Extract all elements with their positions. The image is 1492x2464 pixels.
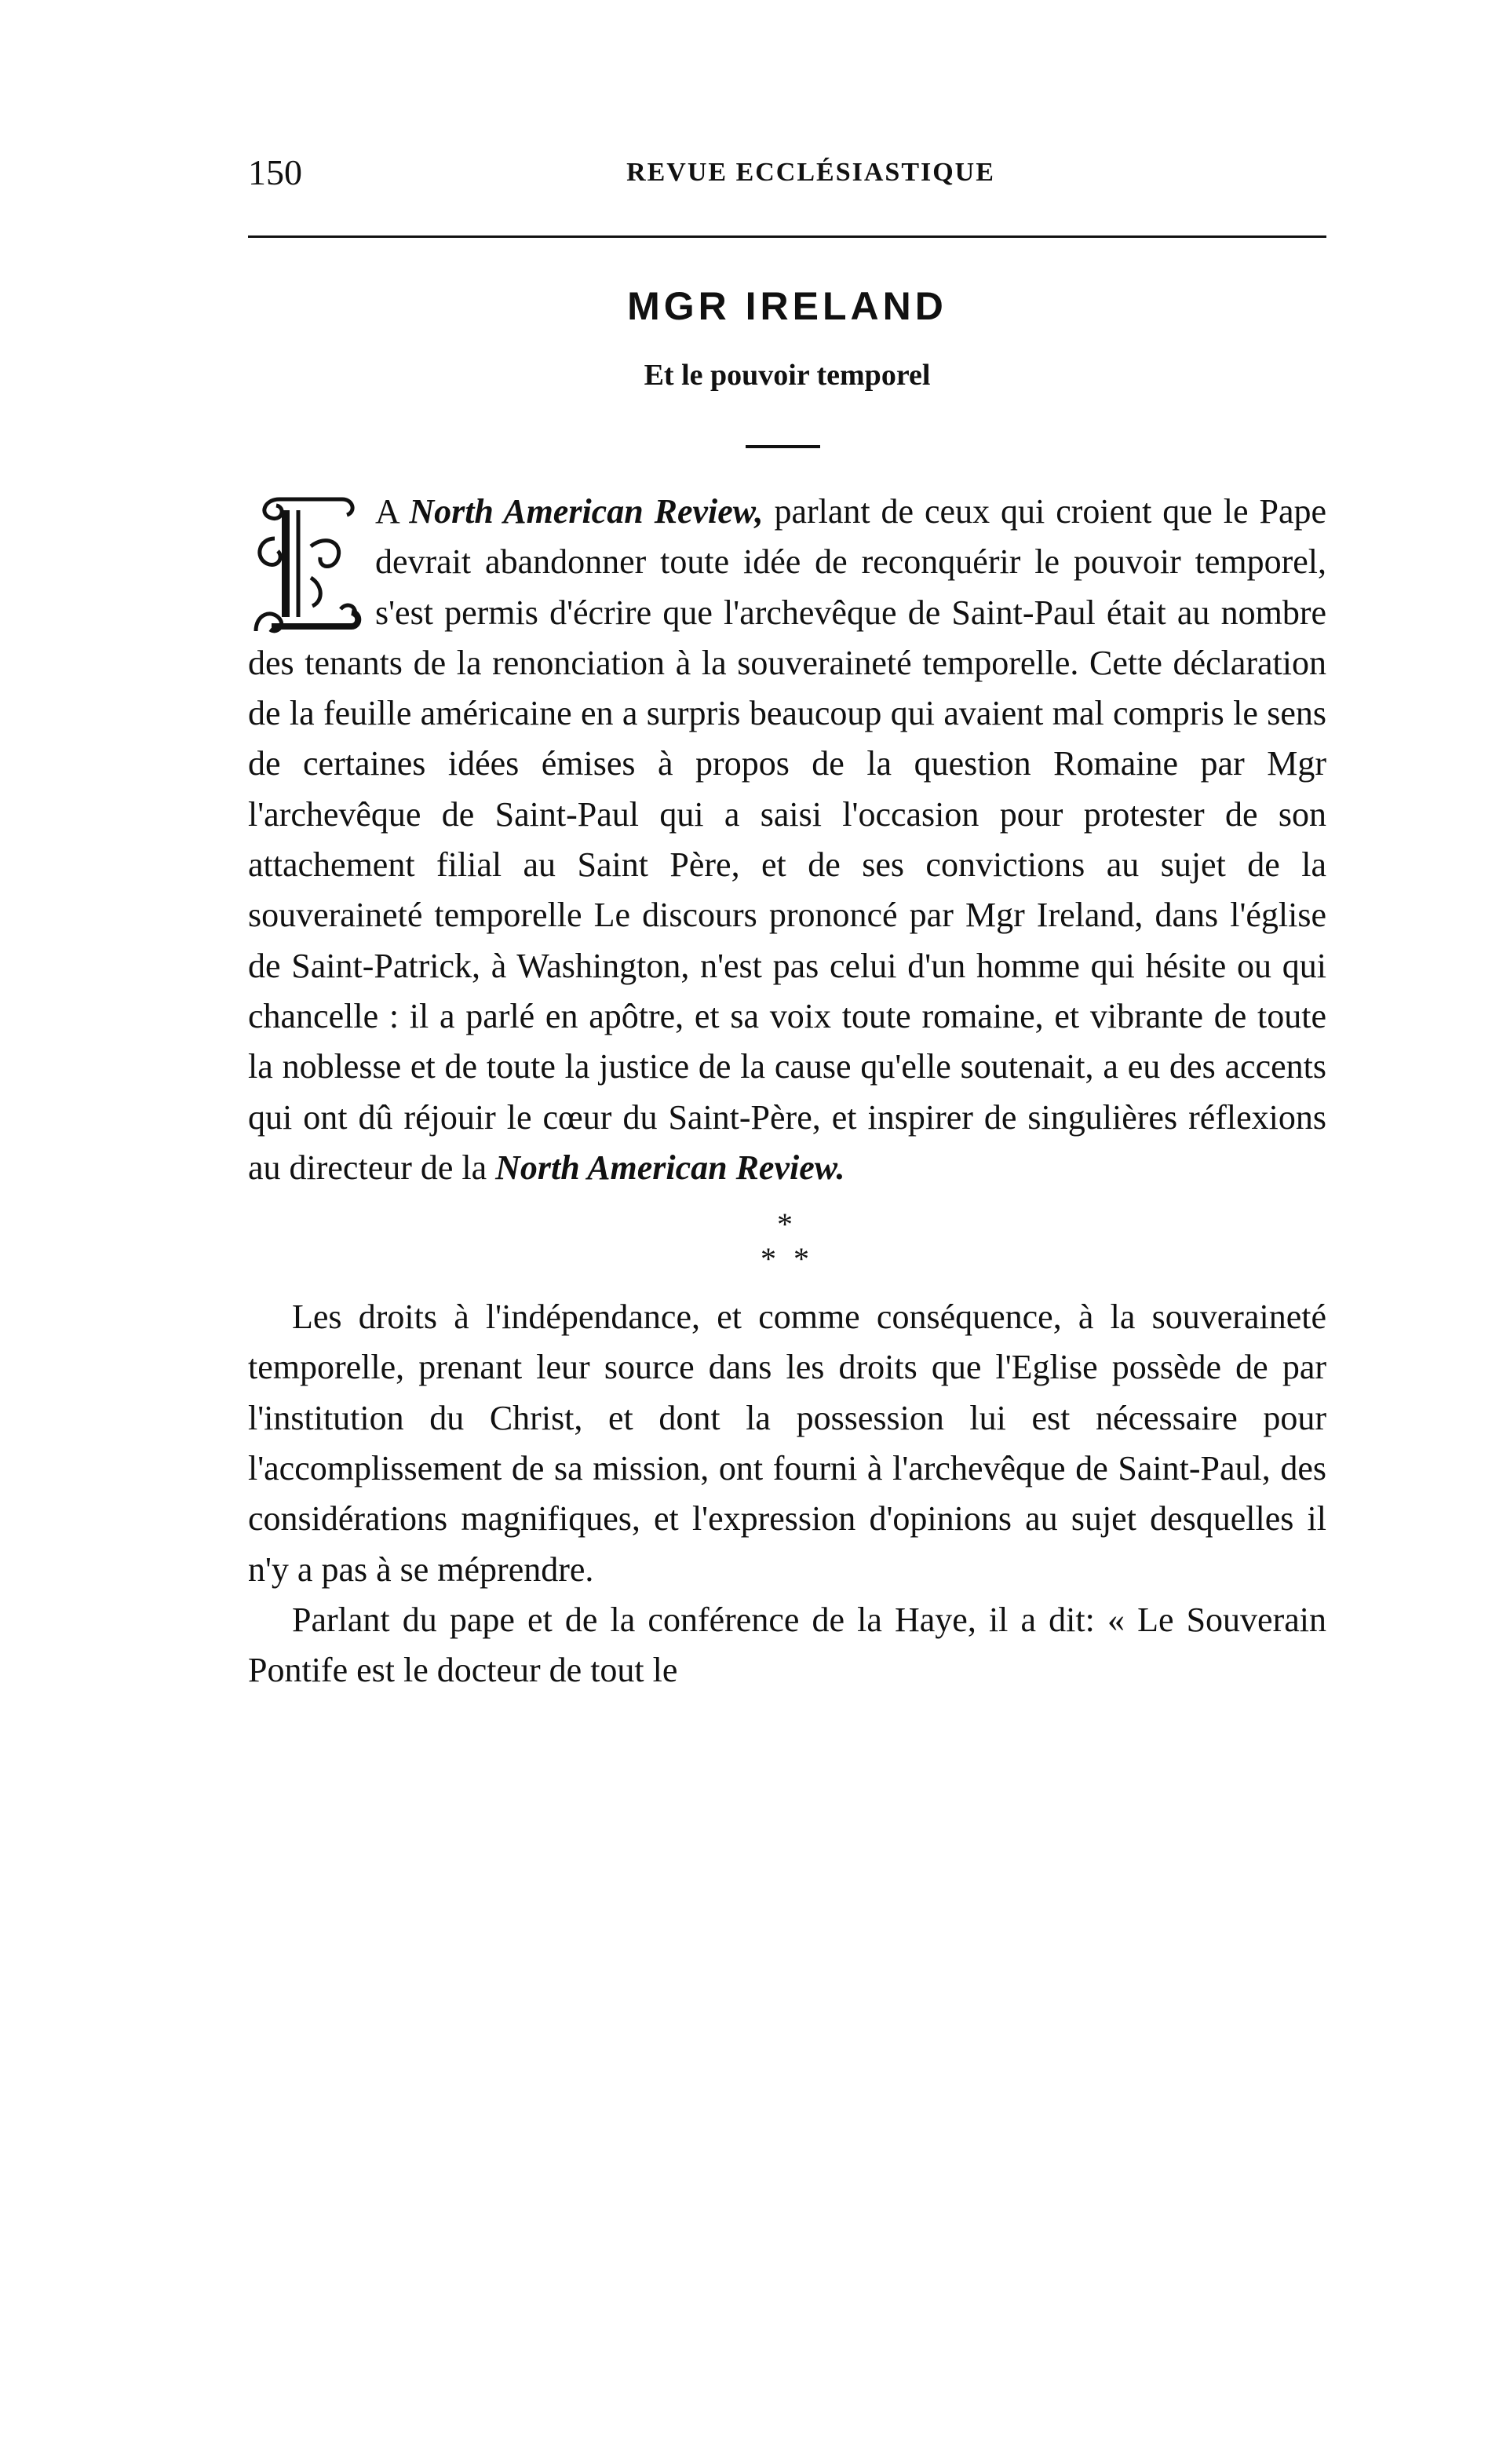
page-number: 150	[248, 152, 302, 192]
ornamental-dropcap-l	[248, 491, 364, 637]
italic-reference-2: North American Review.	[495, 1148, 845, 1187]
paragraph-2: Les droits à l'indépendance, et comme conséquence, à la souveraineté temporelle, prenant leur source dans les droits que l'Eglise possède de par l'institution du Christ, et dont la possession lui est nécessaire pour l'accomplissement de sa mission, ont fourni à l'archevêque de Saint-Paul, des considérations magnifiques, et l'expression d'opinions au sujet desquelles il n'y a pas à se méprendre.	[248, 1298, 1326, 1589]
article-body	[248, 487, 1326, 1696]
header-rule	[248, 235, 1326, 238]
paragraph-1-text: parlant de ceux qui croient que le Pape devrait abandonner toute idée de reconquérir le pouvoir temporel, s'est permis d'écrire que l'archevêque de Saint-Paul était au nombre des tenants de la renonciation à la souveraineté temporelle. Cette déclaration de la feuille américaine en a surpris beaucoup qui avaient mal compris le sens de certaines idées émises à propos de la question Romaine par Mgr l'archevêque de Saint-Paul qui a saisi l'occasion pour protester de son attachement filial au Saint Père, et de ses convictions au sujet de la souveraineté temporelle Le discours prononcé par Mgr Ireland, dans l'église de Saint-Patrick, à Washington, n'est pas celui d'un homme qui hésite ou qui chancelle : il a parlé en apôtre, et sa voix toute romaine, et vibrante de toute la noblesse et de toute la justice de la cause qu'elle soutenait, a eu des accents qui ont dû réjouir le cœur du Saint-Père, et inspirer de singulières réflexions au directeur de la	[248, 492, 1327, 1187]
paragraph-3: Parlant du pape et de la conférence de la Haye, il a dit: « Le Souverain Pontife est le docteur de tout le	[248, 1600, 1326, 1690]
paragraph-1	[248, 487, 1326, 1193]
italic-reference-1: North American Review,	[409, 492, 764, 531]
asterism-top: *	[777, 1206, 797, 1243]
journal-title: REVUE ECCLÉSIASTIQUE	[626, 158, 995, 187]
article-subtitle: Et le pouvoir temporel	[644, 359, 931, 392]
running-head	[248, 149, 1326, 196]
dropcap-ornament-icon	[248, 491, 364, 637]
lead-word: A	[375, 492, 399, 531]
asterism-bottom: * *	[761, 1241, 814, 1277]
title-separator-rule	[746, 445, 820, 448]
article-title: MGR IRELAND	[627, 284, 947, 328]
asterism-separator	[248, 1193, 1326, 1292]
